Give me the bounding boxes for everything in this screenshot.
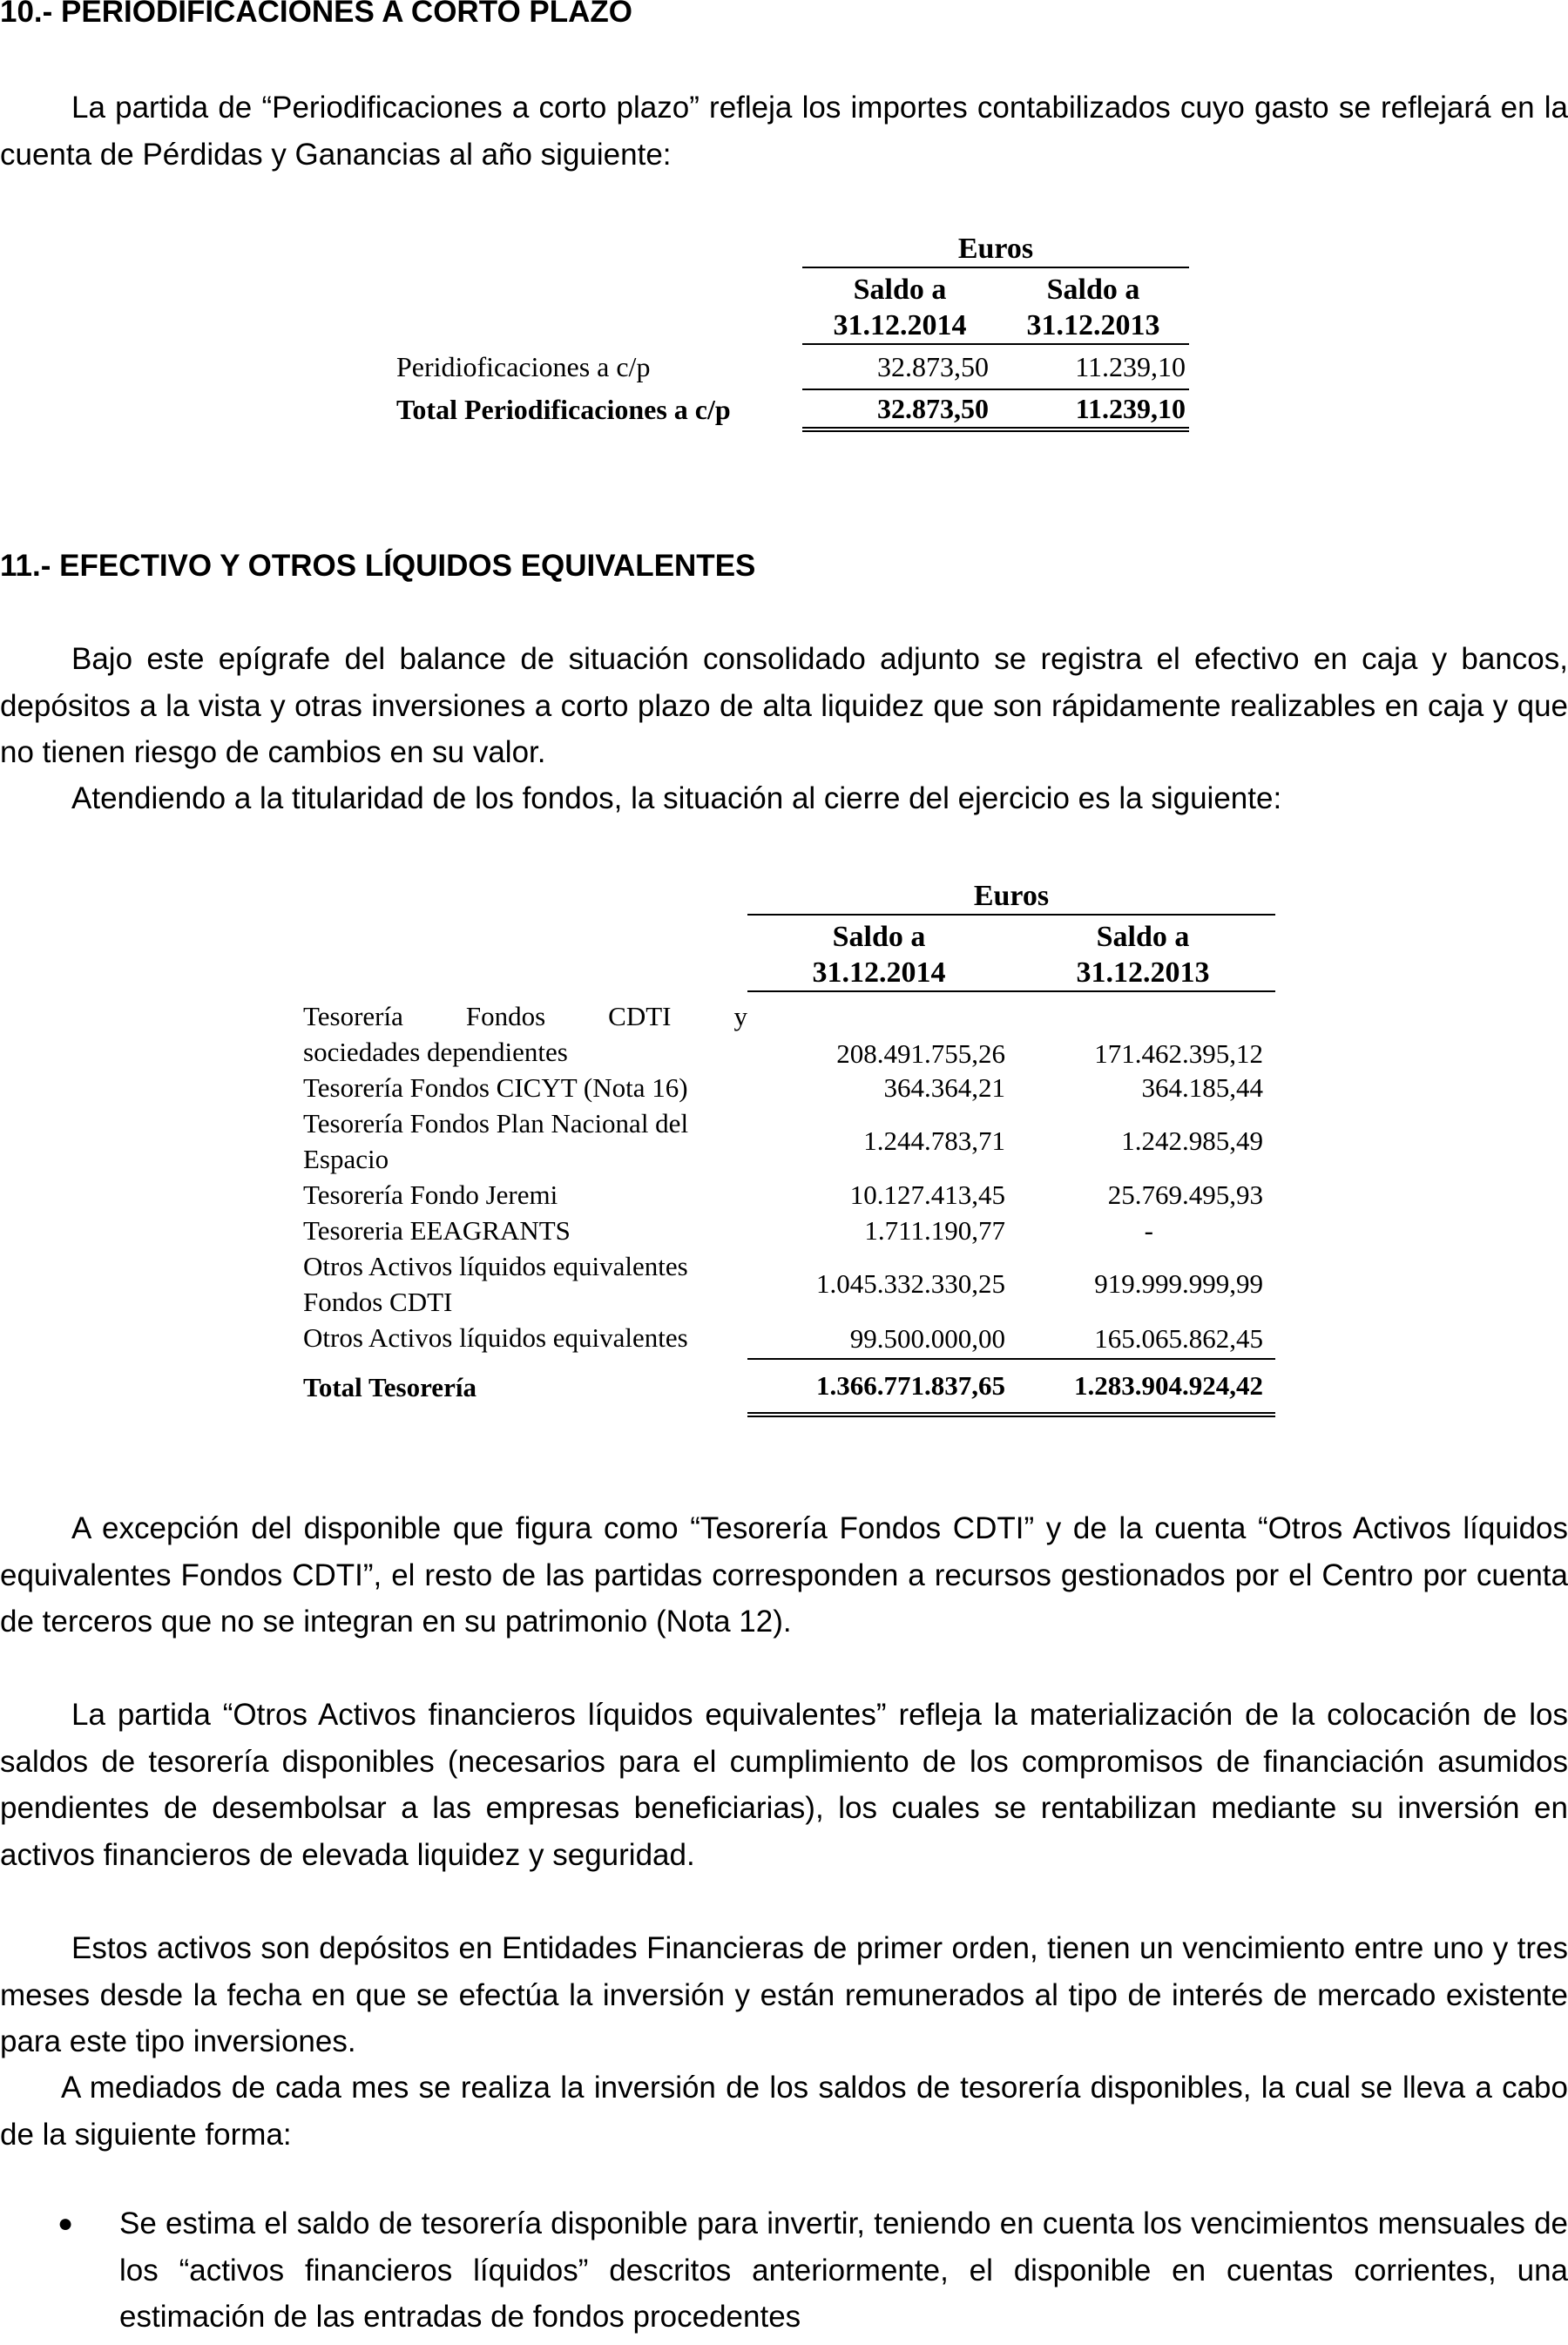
total-label: Total Tesorería bbox=[303, 1371, 476, 1402]
row-label: Tesorería Fondos CICYT (Nota 16) bbox=[303, 1072, 688, 1103]
bullet-list bbox=[0, 2200, 1568, 2341]
table-row bbox=[396, 344, 1189, 389]
row-value-2014: 1.244.783,71 bbox=[863, 1125, 1005, 1156]
section-11-paragraph-3: A excepción del disponible que figura como “Tesorería Fondos CDTI” y de la cuenta “Otros Activos líquidos equivalentes Fondos CDTI”, el resto de las partidas corresponden a recursos gestionados por el Centro por cuenta de terceros que no se integran en su patrimonio (Nota 12). bbox=[0, 1511, 1568, 1639]
row-value-2013: - bbox=[1144, 1214, 1153, 1246]
col-2014-header: Saldo a 31.12.2014 bbox=[802, 267, 997, 344]
section-10-heading: 10.- PERIODIFICACIONES A CORTO PLAZO bbox=[0, 0, 632, 29]
row-label: Otros Activos líquidos equivalentes Fondos CDTI bbox=[303, 1251, 688, 1317]
currency-header: Euros bbox=[747, 878, 1275, 915]
table-row bbox=[303, 1105, 1275, 1177]
total-value-2014: 1.366.771.837,65 bbox=[747, 1359, 1010, 1415]
table-row bbox=[303, 1248, 1275, 1320]
total-value-2014: 32.873,50 bbox=[802, 389, 997, 429]
list-item: ● Se estima el saldo de tesorería disponible para invertir, teniendo en cuenta los vencimientos mensuales de los “activos financieros líquidos” descritos anteriormente, el disponible en cuentas corrientes, una estimación de las entradas de fondos procedentes bbox=[0, 2200, 1568, 2341]
total-row bbox=[396, 389, 1189, 429]
col-2014-header: Saldo a 31.12.2014 bbox=[747, 915, 1010, 991]
periodificaciones-table bbox=[396, 231, 1189, 432]
total-value-2013: 11.239,10 bbox=[997, 389, 1189, 429]
table-row bbox=[303, 1177, 1275, 1213]
section-11-paragraph-5: Estos activos son depósitos en Entidades Financieras de primer orden, tienen un vencimiento entre uno y tres meses desde la fecha en que se efectúa la inversión y están remunerados al tipo de interés de mercado existente para este tipo inversiones. bbox=[0, 1931, 1568, 2058]
row-label: Tesorería Fondos CDTI y sociedades dependientes bbox=[303, 1001, 747, 1067]
row-value-2014: 32.873,50 bbox=[802, 344, 997, 389]
row-value-2014: 99.500.000,00 bbox=[747, 1320, 1010, 1359]
row-value-2014: 10.127.413,45 bbox=[849, 1179, 1005, 1210]
row-value-2014: 1.711.190,77 bbox=[864, 1214, 1005, 1246]
table-row bbox=[303, 1320, 1275, 1359]
row-value-2014: 1.045.332.330,25 bbox=[816, 1268, 1005, 1299]
row-value-2013: 171.462.395,12 bbox=[1094, 1038, 1263, 1069]
section-11-heading: 11.- EFECTIVO Y OTROS LÍQUIDOS EQUIVALENTES bbox=[0, 549, 756, 583]
currency-header: Euros bbox=[802, 231, 1189, 267]
col-2013-header: Saldo a 31.12.2013 bbox=[997, 267, 1189, 344]
table-row bbox=[303, 1070, 1275, 1105]
row-label: Tesorería Fondo Jeremi bbox=[303, 1179, 558, 1210]
section-11-paragraph-6: A mediados de cada mes se realiza la inversión de los saldos de tesorería disponibles, la cual se lleva a cabo de la siguiente forma: bbox=[0, 2071, 1568, 2152]
row-value-2014: 364.364,21 bbox=[883, 1071, 1005, 1103]
total-label: Total Periodificaciones a c/p bbox=[396, 393, 731, 425]
section-11-paragraph-2: Atendiendo a la titularidad de los fondos, la situación al cierre del ejercicio es la siguiente: bbox=[71, 781, 1282, 815]
row-label: Tesoreria EEAGRANTS bbox=[303, 1215, 571, 1246]
row-value-2013: 11.239,10 bbox=[997, 344, 1189, 389]
row-label: Tesorería Fondos Plan Nacional del Espacio bbox=[303, 1108, 689, 1174]
total-value-2013: 1.283.904.924,42 bbox=[1010, 1359, 1275, 1415]
row-value-2013: 919.999.999,99 bbox=[1094, 1268, 1263, 1299]
col-2013-header: Saldo a 31.12.2013 bbox=[1010, 915, 1275, 991]
section-11-paragraph-1: Bajo este epígrafe del balance de situación consolidado adjunto se registra el efectivo en caja y bancos, depósitos a la vista y otras inversiones a corto plazo de alta liquidez que son rápidamente realizables en caja y que no tienen riesgo de cambios en su valor. bbox=[0, 642, 1568, 769]
row-value-2013: 165.065.862,45 bbox=[1010, 1320, 1275, 1359]
total-row bbox=[303, 1359, 1275, 1415]
section-10-paragraph: La partida de “Periodificaciones a corto plazo” refleja los importes contabilizados cuyo gasto se reflejará en la cuenta de Pérdidas y Ganancias al año siguiente: bbox=[0, 91, 1568, 172]
row-label: Otros Activos líquidos equivalentes bbox=[303, 1322, 688, 1353]
tesoreria-table bbox=[303, 878, 1275, 1417]
row-value-2013: 1.242.985,49 bbox=[1121, 1125, 1263, 1156]
row-value-2013: 364.185,44 bbox=[1141, 1071, 1263, 1103]
bullet-icon: ● bbox=[57, 2209, 74, 2238]
row-value-2014: 208.491.755,26 bbox=[836, 1038, 1005, 1069]
table-row bbox=[303, 991, 1275, 1070]
section-11-paragraph-4: La partida “Otros Activos financieros líquidos equivalentes” refleja la materialización de la colocación de los saldos de tesorería disponibles (necesarios para el cumplimiento de los compromisos de financiación asumidos pendientes de desembolsar a las empresas beneficiarias), los cuales se rentabilizan mediante su inversión en activos financieros de elevada liquidez y seguridad. bbox=[0, 1698, 1568, 1872]
row-label: Peridioficaciones a c/p bbox=[396, 350, 651, 382]
row-value-2013: 25.769.495,93 bbox=[1107, 1179, 1263, 1210]
table-row bbox=[303, 1213, 1275, 1248]
